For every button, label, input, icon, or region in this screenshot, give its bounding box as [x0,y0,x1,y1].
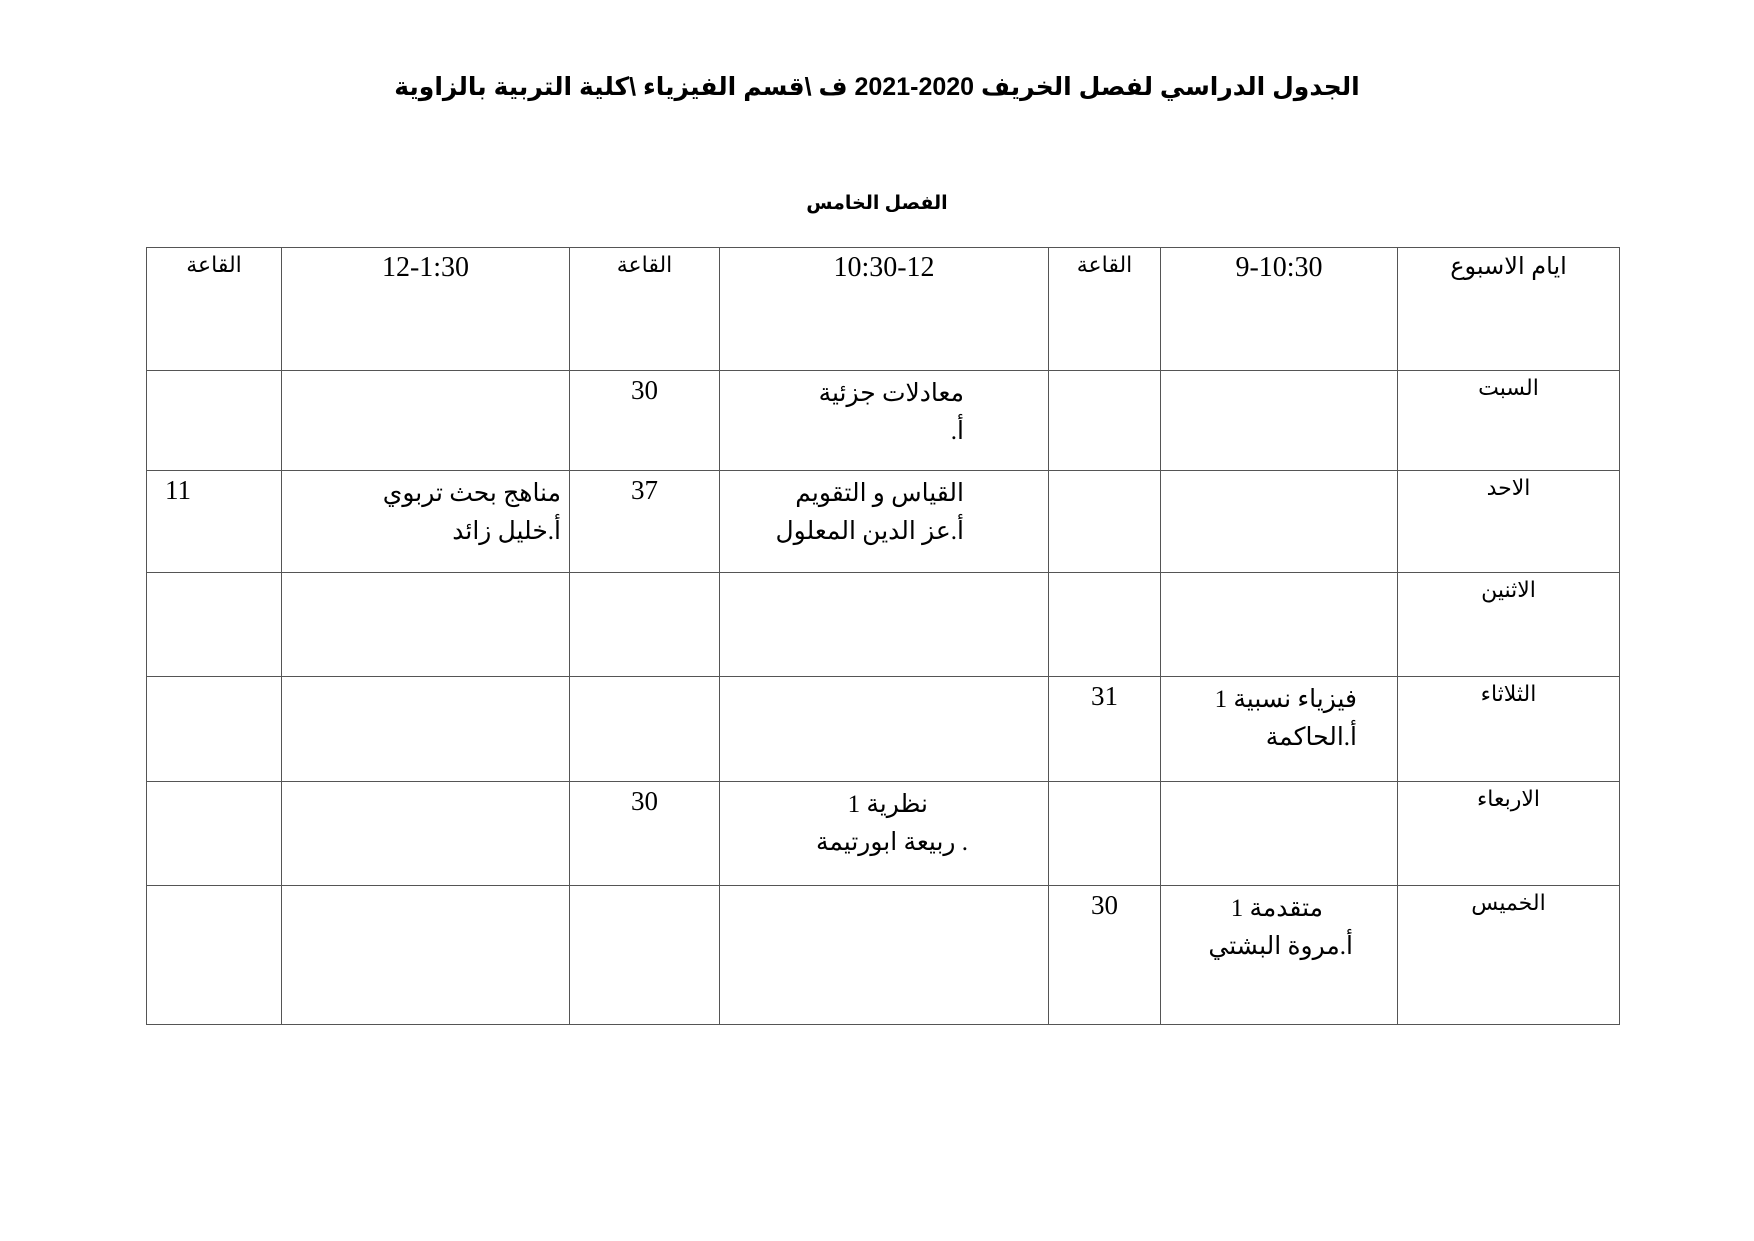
table-row [147,677,1620,782]
room-cell [570,886,720,1025]
day-cell: الخميس [1398,886,1620,1025]
course-cell [720,886,1049,1025]
room-cell [147,573,282,677]
room-cell: 30 [570,782,720,886]
day-cell: الثلاثاء [1398,677,1620,782]
room-cell [1049,782,1161,886]
header-row [147,248,1620,371]
course-cell [720,471,1049,573]
course-cell [1161,573,1398,677]
course-cell [720,573,1049,677]
course-title: القياس و التقويم [795,480,964,507]
table-row [147,782,1620,886]
header-slot-3: 12-1:30 [282,248,570,371]
course-teacher: أ.مروة البشتي [1208,933,1353,960]
room-cell: 30 [1049,886,1161,1025]
document-title: الجدول الدراسي لفصل الخريف 2020-2021 ف \قسم الفيزياء \كلية التربية بالزاوية [394,73,1360,101]
course-cell [282,677,570,782]
header-room-3: القاعة [147,248,282,371]
course-cell [1161,782,1398,886]
header-room-2: القاعة [570,248,720,371]
header-days: ايام الاسبوع [1398,248,1620,371]
room-cell [1049,471,1161,573]
course-teacher: أ.الحاكمة [1265,724,1357,751]
course-title: معادلات جزئية [818,380,964,407]
course-title: متقدمة 1 [1230,895,1323,922]
room-cell [147,677,282,782]
course-title: فيزياء نسبية 1 [1214,686,1357,713]
day-cell: الاثنين [1398,573,1620,677]
course-teacher: . ربيعة ابورتيمة [815,829,968,856]
course-cell [1161,677,1398,782]
schedule-table [146,247,1620,1025]
course-teacher: أ. [950,418,964,445]
day-cell: الاربعاء [1398,782,1620,886]
room-cell [570,677,720,782]
room-cell [147,886,282,1025]
table-row [147,573,1620,677]
table-row [147,371,1620,471]
course-cell [720,782,1049,886]
header-room-1: القاعة [1049,248,1161,371]
room-cell [147,782,282,886]
room-cell: 11 [147,471,282,573]
course-cell [1161,886,1398,1025]
course-cell [282,371,570,471]
room-cell [1049,573,1161,677]
course-cell [282,573,570,677]
document-subtitle: الفصل الخامس [806,193,948,214]
course-cell [1161,371,1398,471]
course-teacher: أ.خليل زائد [452,518,561,545]
course-teacher: أ.عز الدين المعلول [775,518,964,545]
course-cell [1161,471,1398,573]
room-cell [1049,371,1161,471]
course-cell [720,371,1049,471]
day-cell: السبت [1398,371,1620,471]
room-cell: 30 [570,371,720,471]
room-cell [570,573,720,677]
course-title: نظرية 1 [847,791,928,818]
course-cell [282,782,570,886]
day-cell: الاحد [1398,471,1620,573]
course-cell [720,677,1049,782]
room-cell: 31 [1049,677,1161,782]
room-cell: 37 [570,471,720,573]
table-row [147,886,1620,1025]
course-cell [282,886,570,1025]
header-slot-2: 10:30-12 [720,248,1049,371]
table-row [147,471,1620,573]
room-cell [147,371,282,471]
course-cell [282,471,570,573]
course-title: مناهج بحث تربوي [382,480,561,507]
header-slot-1: 9-10:30 [1161,248,1398,371]
